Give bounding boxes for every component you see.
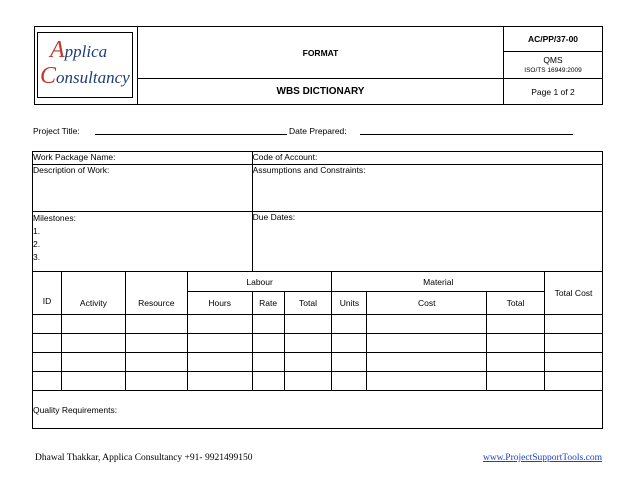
material-group-header: Material xyxy=(332,272,545,292)
table-cell[interactable] xyxy=(545,315,603,334)
table-cell[interactable] xyxy=(367,372,487,391)
assumptions-label: Assumptions and Constraints: xyxy=(252,165,366,175)
table-cell[interactable] xyxy=(33,372,62,391)
table-cell[interactable] xyxy=(61,372,125,391)
labour-group-header: Labour xyxy=(187,272,332,292)
table-cell[interactable] xyxy=(332,353,367,372)
table-cell[interactable] xyxy=(367,334,487,353)
table-cell[interactable] xyxy=(487,353,545,372)
milestone-1: 1. xyxy=(33,226,41,236)
column-header-labour-total: Total xyxy=(284,292,332,315)
table-cell[interactable] xyxy=(252,372,284,391)
milestone-3: 3. xyxy=(33,252,41,262)
column-header-units: Units xyxy=(332,292,367,315)
iso-label: ISO/TS 16949:2009 xyxy=(524,67,582,74)
table-cell[interactable] xyxy=(61,353,125,372)
table-row xyxy=(33,315,603,334)
date-prepared-field[interactable] xyxy=(360,134,573,135)
milestones-label: Milestones: xyxy=(33,213,76,223)
table-cell[interactable] xyxy=(367,315,487,334)
table-cell[interactable] xyxy=(487,315,545,334)
table-cell[interactable] xyxy=(545,372,603,391)
table-cell[interactable] xyxy=(545,353,603,372)
table-cell[interactable] xyxy=(332,334,367,353)
quality-requirements-label: Quality Requirements: xyxy=(33,404,118,415)
table-cell[interactable] xyxy=(187,334,252,353)
table-cell[interactable] xyxy=(125,372,187,391)
milestones-field[interactable] xyxy=(33,212,253,272)
table-cell[interactable] xyxy=(61,315,125,334)
table-cell[interactable] xyxy=(284,334,332,353)
total-cost-header: Total Cost xyxy=(545,272,603,315)
code-of-account-label: Code of Account: xyxy=(252,152,318,162)
format-label: FORMAT xyxy=(138,27,504,79)
logo-cap-c: C xyxy=(40,63,57,89)
date-prepared-label: Date Prepared: xyxy=(289,126,347,136)
table-cell[interactable] xyxy=(187,353,252,372)
table-cell[interactable] xyxy=(252,334,284,353)
logo-cell xyxy=(35,27,138,104)
column-header-material-total: Total xyxy=(487,292,545,315)
table-cell[interactable] xyxy=(487,334,545,353)
table-cell[interactable] xyxy=(125,315,187,334)
table-cell[interactable] xyxy=(33,353,62,372)
description-of-work-field[interactable] xyxy=(33,165,253,212)
table-row xyxy=(33,334,603,353)
table-cell[interactable] xyxy=(545,334,603,353)
project-title-label: Project Title: xyxy=(33,126,80,136)
logo-word-2: onsultancy xyxy=(56,68,130,87)
table-cell[interactable] xyxy=(487,372,545,391)
work-package-name-label: Work Package Name: xyxy=(33,152,116,162)
work-package-name-field[interactable] xyxy=(33,152,253,165)
table-cell[interactable] xyxy=(332,315,367,334)
footer-website-link[interactable]: www.ProjectSupportTools.com xyxy=(482,453,602,463)
project-title-field[interactable] xyxy=(95,134,287,135)
document-header xyxy=(34,26,603,105)
column-header-cost: Cost xyxy=(367,292,487,315)
logo-cap-a: A xyxy=(50,37,65,63)
code-of-account-field[interactable] xyxy=(252,152,602,165)
table-row xyxy=(33,372,603,391)
column-header-rate: Rate xyxy=(252,292,284,315)
wbs-form-table xyxy=(32,151,603,429)
table-cell[interactable] xyxy=(125,353,187,372)
table-cell[interactable] xyxy=(284,315,332,334)
table-cell[interactable] xyxy=(61,334,125,353)
footer-author: Dhawal Thakkar, Applica Consultancy +91- 9921499150 xyxy=(35,453,253,463)
table-cell[interactable] xyxy=(332,372,367,391)
quality-requirements-field[interactable] xyxy=(33,391,603,429)
assumptions-field[interactable] xyxy=(252,165,602,212)
page-number: Page 1 of 2 xyxy=(531,86,575,97)
company-logo xyxy=(37,32,133,98)
column-header-resource: Resource xyxy=(125,272,187,315)
qms-cell xyxy=(504,52,602,79)
table-cell[interactable] xyxy=(33,315,62,334)
milestone-2: 2. xyxy=(33,239,41,249)
table-cell[interactable] xyxy=(33,334,62,353)
logo-word-1: pplica xyxy=(64,42,108,61)
table-row xyxy=(33,353,603,372)
description-of-work-label: Description of Work: xyxy=(33,165,110,175)
qms-label: QMS xyxy=(543,55,563,65)
column-header-id: ID xyxy=(33,272,62,315)
table-cell[interactable] xyxy=(252,315,284,334)
table-cell[interactable] xyxy=(284,372,332,391)
table-cell[interactable] xyxy=(187,372,252,391)
table-cell[interactable] xyxy=(187,315,252,334)
table-cell[interactable] xyxy=(284,353,332,372)
table-cell[interactable] xyxy=(125,334,187,353)
due-dates-field[interactable] xyxy=(252,212,602,272)
table-cell[interactable] xyxy=(252,353,284,372)
column-header-activity: Activity xyxy=(61,272,125,315)
column-header-hours: Hours xyxy=(187,292,252,315)
document-title: WBS DICTIONARY xyxy=(138,79,504,104)
due-dates-label: Due Dates: xyxy=(252,212,296,222)
table-cell[interactable] xyxy=(367,353,487,372)
document-code: AC/PP/37-00 xyxy=(504,27,602,52)
